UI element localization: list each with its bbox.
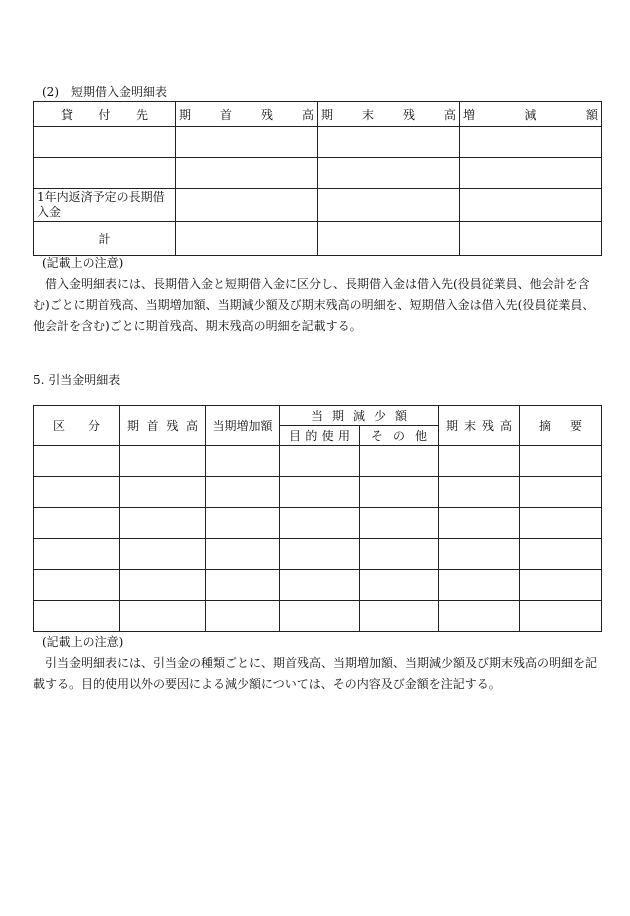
table-total-row [34, 222, 602, 256]
cell [439, 446, 520, 477]
cell [206, 601, 280, 632]
note-text: 借入金明細表には、長期借入金と短期借入金に区分し、長期借入金は借入先(役員従業員、他会計を含む)ごとに期首残高、当期増加額、当期減少額及び期末残高の明細を、短期借入金は借入先(役員従業員、他会計を含む)ごとに期首残高、期末残高の明細を記載する。 [33, 277, 595, 333]
header-char: 末 [361, 107, 374, 122]
header-closing-balance [439, 406, 520, 446]
header-char: 増 [463, 107, 476, 122]
header-char: 少 [374, 409, 387, 423]
header-char: 当 [311, 409, 324, 423]
header-increase: 当期増加額 [206, 406, 280, 446]
cell-change [460, 158, 602, 189]
table-header-row [34, 102, 602, 127]
cell-opening [176, 127, 318, 158]
header-char: 残 [402, 107, 415, 122]
short-term-loan-table [33, 101, 602, 256]
short-term-loan-heading: (2) 短期借入金明細表 [42, 85, 167, 99]
cell [206, 477, 280, 508]
cell [206, 508, 280, 539]
cell-change [460, 189, 602, 222]
row-label-total: 計 [34, 222, 176, 256]
cell [206, 570, 280, 601]
table-row [34, 158, 602, 189]
note-text: 引当金明細表には、引当金の種類ごとに、期首残高、当期増加額、当期減少額及び期末残高の明細を記載する。目的使用以外の要因による減少額については、その内容及び金額を注記する。 [33, 656, 598, 691]
cell [360, 508, 439, 539]
cell [439, 601, 520, 632]
header-char: 減 [353, 409, 366, 423]
cell [34, 539, 120, 570]
cell [34, 601, 120, 632]
allowance-heading: 5. 引当金明細表 [33, 373, 121, 387]
cell [439, 477, 520, 508]
cell [360, 539, 439, 570]
table-header-row [34, 406, 602, 426]
header-char: 区 [53, 419, 66, 433]
note-title: (記載上の注意) [42, 256, 124, 270]
cell [280, 539, 360, 570]
header-char: 分 [87, 419, 100, 433]
table-row [34, 477, 602, 508]
header-char: 期 [446, 419, 459, 433]
header-char: 期 [179, 107, 192, 122]
header-char: 用 [337, 429, 350, 443]
table-row [34, 601, 602, 632]
cell [520, 601, 602, 632]
cell [280, 446, 360, 477]
cell [439, 570, 520, 601]
header-char: 期 [127, 419, 140, 433]
cell [360, 601, 439, 632]
header-char: 残 [166, 419, 179, 433]
cell-opening [176, 158, 318, 189]
cell [206, 446, 280, 477]
cell [520, 508, 602, 539]
header-category [34, 406, 120, 446]
header-closing-balance [318, 102, 460, 127]
header-char: 期 [332, 409, 345, 423]
cell [520, 477, 602, 508]
header-char: 先 [135, 107, 148, 122]
row-label [34, 158, 176, 189]
header-char: 要 [570, 419, 583, 433]
cell [120, 601, 206, 632]
header-char: 額 [585, 107, 598, 122]
header-decrease-purpose-use [280, 426, 360, 446]
header-char: 首 [146, 419, 159, 433]
header-char: 使 [321, 429, 334, 443]
header-char: 期 [321, 107, 334, 122]
cell [120, 477, 206, 508]
cell [280, 601, 360, 632]
cell [34, 477, 120, 508]
header-char: 残 [481, 419, 494, 433]
note-title: (記載上の注意) [42, 635, 124, 649]
header-decrease [280, 406, 439, 426]
header-char: 高 [443, 107, 456, 122]
header-decrease-other [360, 426, 439, 446]
cell [120, 508, 206, 539]
header-char: 的 [305, 429, 318, 443]
table-row [34, 570, 602, 601]
header-char: 高 [185, 419, 198, 433]
cell [280, 477, 360, 508]
header-char: 付 [98, 107, 111, 122]
header-char: 額 [395, 409, 408, 423]
header-char: 残 [260, 107, 273, 122]
cell [360, 477, 439, 508]
cell [34, 508, 120, 539]
cell [520, 570, 602, 601]
header-char: の [393, 429, 406, 443]
header-char: 末 [464, 419, 477, 433]
cell-opening [176, 222, 318, 256]
header-change-amount [460, 102, 602, 127]
table-row [34, 539, 602, 570]
table-row [34, 508, 602, 539]
header-char: 摘 [539, 419, 552, 433]
cell-closing [318, 189, 460, 222]
cell [280, 508, 360, 539]
row-label [34, 127, 176, 158]
table-row [34, 127, 602, 158]
cell-change [460, 222, 602, 256]
table-row [34, 189, 602, 222]
cell [439, 539, 520, 570]
header-char: 高 [301, 107, 314, 122]
allowance-table [33, 405, 602, 632]
header-opening-balance [120, 406, 206, 446]
header-char: 貸 [61, 107, 74, 122]
header-char: 高 [499, 419, 512, 433]
cell-change [460, 127, 602, 158]
header-remarks [520, 406, 602, 446]
cell [520, 539, 602, 570]
header-char: 他 [415, 429, 428, 443]
cell [206, 539, 280, 570]
header-opening-balance [176, 102, 318, 127]
row-label-current-portion-long-term-loans: 1年内返済予定の長期借入金 [34, 189, 176, 222]
header-char: 減 [524, 107, 537, 122]
cell [120, 446, 206, 477]
header-char: 首 [219, 107, 232, 122]
header-char: 目 [289, 429, 302, 443]
cell [120, 570, 206, 601]
cell [34, 570, 120, 601]
cell-closing [318, 158, 460, 189]
cell-closing [318, 222, 460, 256]
cell-opening [176, 189, 318, 222]
cell [34, 446, 120, 477]
cell [439, 508, 520, 539]
cell [360, 570, 439, 601]
cell-closing [318, 127, 460, 158]
header-char: そ [371, 429, 384, 443]
cell [520, 446, 602, 477]
cell [120, 539, 206, 570]
cell [360, 446, 439, 477]
table-row [34, 446, 602, 477]
cell [280, 570, 360, 601]
header-lender [34, 102, 176, 127]
